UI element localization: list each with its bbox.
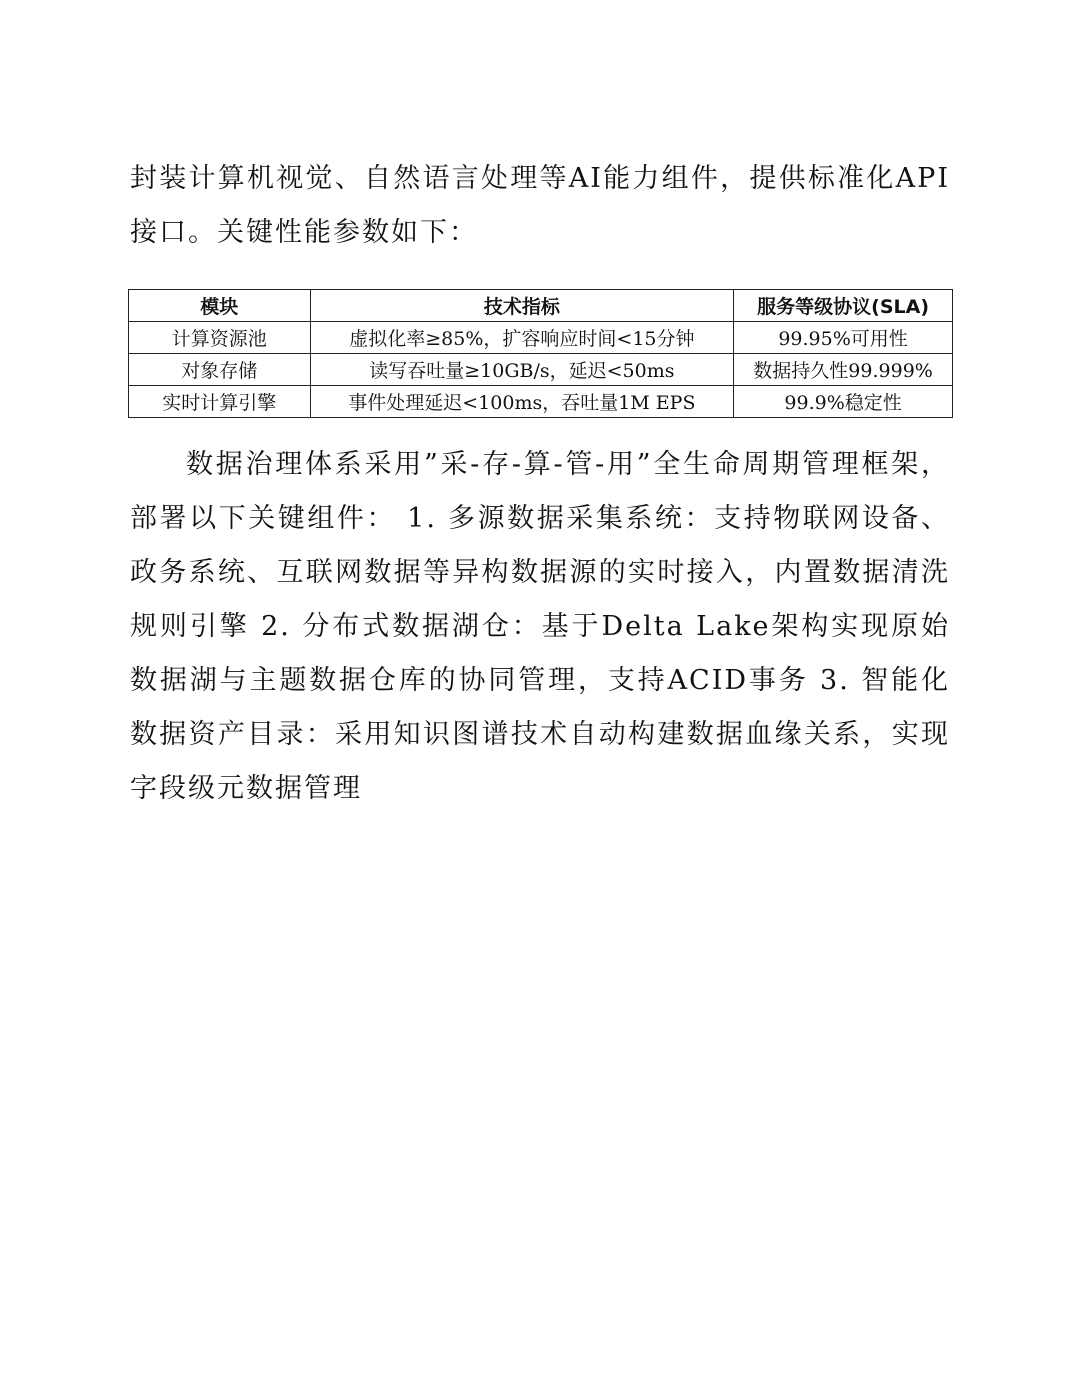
performance-table: [128, 289, 953, 418]
table-cell-module: 实时计算引擎: [129, 386, 311, 418]
table-cell-tech-spec: 读写吞吐量≥10GB/s，延迟<50ms: [310, 354, 734, 386]
intro-paragraph: 封装计算机视觉、自然语言处理等AI能力组件，提供标准化API接口。关键性能参数如下：: [130, 163, 950, 248]
table-row: [129, 322, 953, 354]
column-header-module: 模块: [129, 290, 311, 322]
column-header-tech-spec: 技术指标: [310, 290, 734, 322]
table-row: [129, 386, 953, 418]
table-cell-sla: 99.9%稳定性: [734, 386, 953, 418]
table-cell-module: 对象存储: [129, 354, 311, 386]
table-cell-sla: 数据持久性99.999%: [734, 354, 953, 386]
table-header-row: [129, 290, 953, 322]
table-row: [129, 354, 953, 386]
column-header-sla: 服务等级协议(SLA): [734, 290, 953, 322]
governance-paragraph: 数据治理体系采用”采-存-算-管-用”全生命周期管理框架，部署以下关键组件： 1. 多源数据采集系统：支持物联网设备、政务系统、互联网数据等异构数据源的实时接入，内置数据清洗规则引擎 2. 分布式数据湖仓：基于Delta Lake架构实现原始数据湖与主题数据仓库的协同管理，支持ACID事务 3. 智能化数据资产目录：采用知识图谱技术自动构建数据血缘关系，实现字段级元数据管理: [130, 449, 950, 804]
table-cell-tech-spec: 虚拟化率≥85%，扩容响应时间<15分钟: [310, 322, 734, 354]
table-cell-module: 计算资源池: [129, 322, 311, 354]
table-cell-tech-spec: 事件处理延迟<100ms，吞吐量1M EPS: [310, 386, 734, 418]
table-cell-sla: 99.95%可用性: [734, 322, 953, 354]
